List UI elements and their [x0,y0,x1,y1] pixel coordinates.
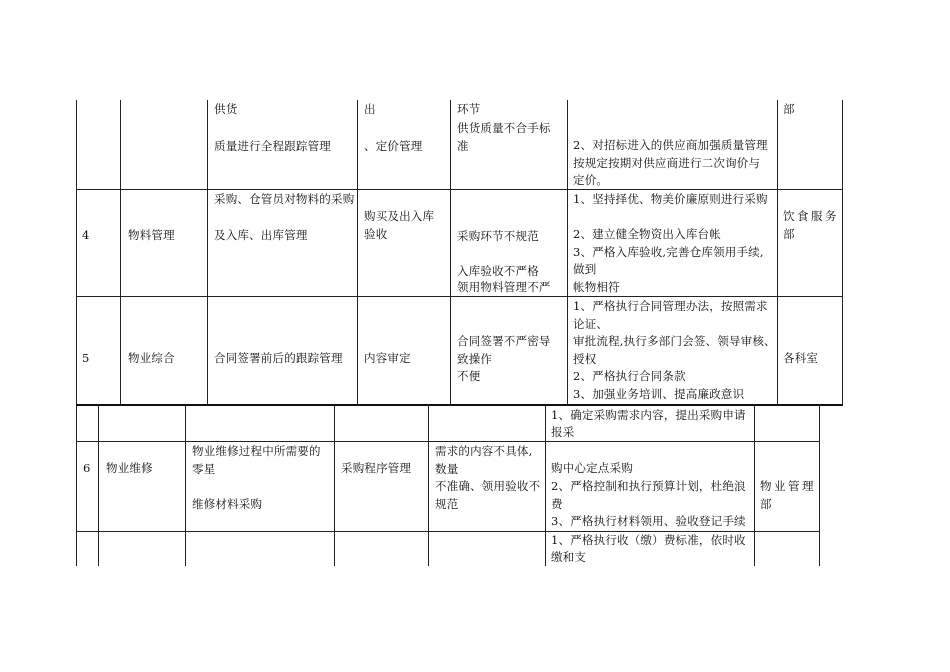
cell-content: 供货 [214,102,238,116]
top-table-vline-3 [207,100,208,406]
row-number: 5 [82,351,90,365]
cell-measure: 购中心定点采购 [551,461,633,475]
cell-measure: 按规定按期对供应商进行二次询价与 [573,156,761,170]
cell-measure: 授权 [573,352,597,366]
top-table-vline-8 [842,100,843,406]
cell-item: 物料管理 [128,228,175,242]
cell-risk: 不便 [457,369,481,383]
cell-item: 物业综合 [128,351,175,365]
cell-risk: 环节 [457,102,481,116]
bottom-table-vline-8 [819,406,820,566]
bottom-table-vline-1 [76,406,77,566]
cell-measure: 1、严格执行收（缴）费标准，依时收 [551,533,746,547]
top-table-vline-7 [777,100,778,406]
cell-dept: 物业管理 [760,479,816,493]
top-table-hline-2 [76,296,843,297]
cell-item: 物业维修 [106,461,153,475]
cell-dept: 部 [760,497,772,511]
cell-risk: 入库验收不严格 [457,264,539,278]
top-table-vline-6 [567,100,568,406]
bottom-table-vline-4 [334,406,335,566]
top-table-vline-1 [76,100,77,406]
cell-dept: 各科室 [783,351,819,365]
cell-measure: 帐物相符 [573,280,620,294]
cell-content: 质量进行全程跟踪管理 [214,139,331,153]
cell-risk: 致操作 [457,352,493,366]
top-table-vline-4 [357,100,358,406]
cell-risk: 不准确、领用验收不 [435,479,541,493]
cell-link: 购买及出入库 [364,209,435,223]
cell-measure: 审批流程,执行多部门会签、领导审核、 [573,334,776,348]
cell-measure: 做到 [573,262,597,276]
cell-content: 及入库、出库管理 [214,228,308,242]
row-number: 4 [82,228,90,242]
cell-link: 内容审定 [364,351,411,365]
table-separator [76,404,843,406]
bottom-table-vline-3 [185,406,186,566]
cell-measure: 2、建立健全物资出入库台帐 [573,227,721,241]
cell-content: 维修材料采购 [192,497,263,511]
cell-measure: 2、严格执行合同条款 [573,369,686,383]
cell-link: 出 [364,102,376,116]
bottom-table-vline-6 [545,406,546,566]
cell-measure: 1、坚持择优、物美价廉原则进行采购 [573,192,768,206]
cell-risk: 规范 [435,497,459,511]
cell-measure: 费 [551,497,563,511]
top-table-vline-5 [450,100,451,406]
row-number: 6 [83,461,91,475]
cell-content: 零星 [192,462,216,476]
cell-content: 采购、仓管员对物料的采购 [214,192,355,206]
cell-risk: 准 [457,139,469,153]
cell-risk: 领用物料管理不严 [457,280,551,294]
top-table-hline-1 [76,189,843,190]
cell-measure: 论证、 [573,317,609,331]
cell-content: 物业维修过程中所需要的 [192,444,321,458]
cell-measure: 缴和支 [551,550,587,564]
bottom-table-vline-5 [428,406,429,566]
cell-risk: 数量 [435,462,459,476]
cell-risk: 合同签署不严密导 [457,334,551,348]
cell-risk: 供货质量不合手标 [457,121,551,135]
cell-measure: 1、严格执行合同管理办法，按照需求 [573,299,768,313]
cell-dept: 饮食服务 [783,209,839,223]
cell-content: 合同签署前后的跟踪管理 [214,351,343,365]
cell-dept: 部 [783,102,795,116]
cell-link: 、定价管理 [364,139,423,153]
cell-measure: 3、加强业务培训、提高廉政意识 [573,387,745,401]
cell-measure: 3、严格执行材料领用、验收登记手续 [551,514,746,528]
bottom-table-vline-2 [98,406,99,566]
top-table-vline-2 [120,100,121,406]
cell-dept: 部 [783,227,795,241]
cell-measure: 1、确定采购需求内容，提出采购申请 [551,408,746,422]
cell-measure: 2、严格控制和执行预算计划，杜绝浪 [551,479,746,493]
cell-risk: 采购环节不规范 [457,229,539,243]
cell-link: 验收 [364,227,388,241]
cell-measure: 2、对招标进入的供应商加强质量管理 [573,138,768,152]
cell-measure: 定价。 [573,173,609,187]
cell-risk: 需求的内容不具体, [435,444,533,458]
cell-measure: 3、严格入库验收,完善仓库领用手续, [573,245,764,259]
cell-measure: 报采 [551,425,575,439]
bottom-table-hline-1 [76,441,820,442]
bottom-table-vline-7 [754,406,755,566]
cell-link: 采购程序管理 [341,461,412,475]
